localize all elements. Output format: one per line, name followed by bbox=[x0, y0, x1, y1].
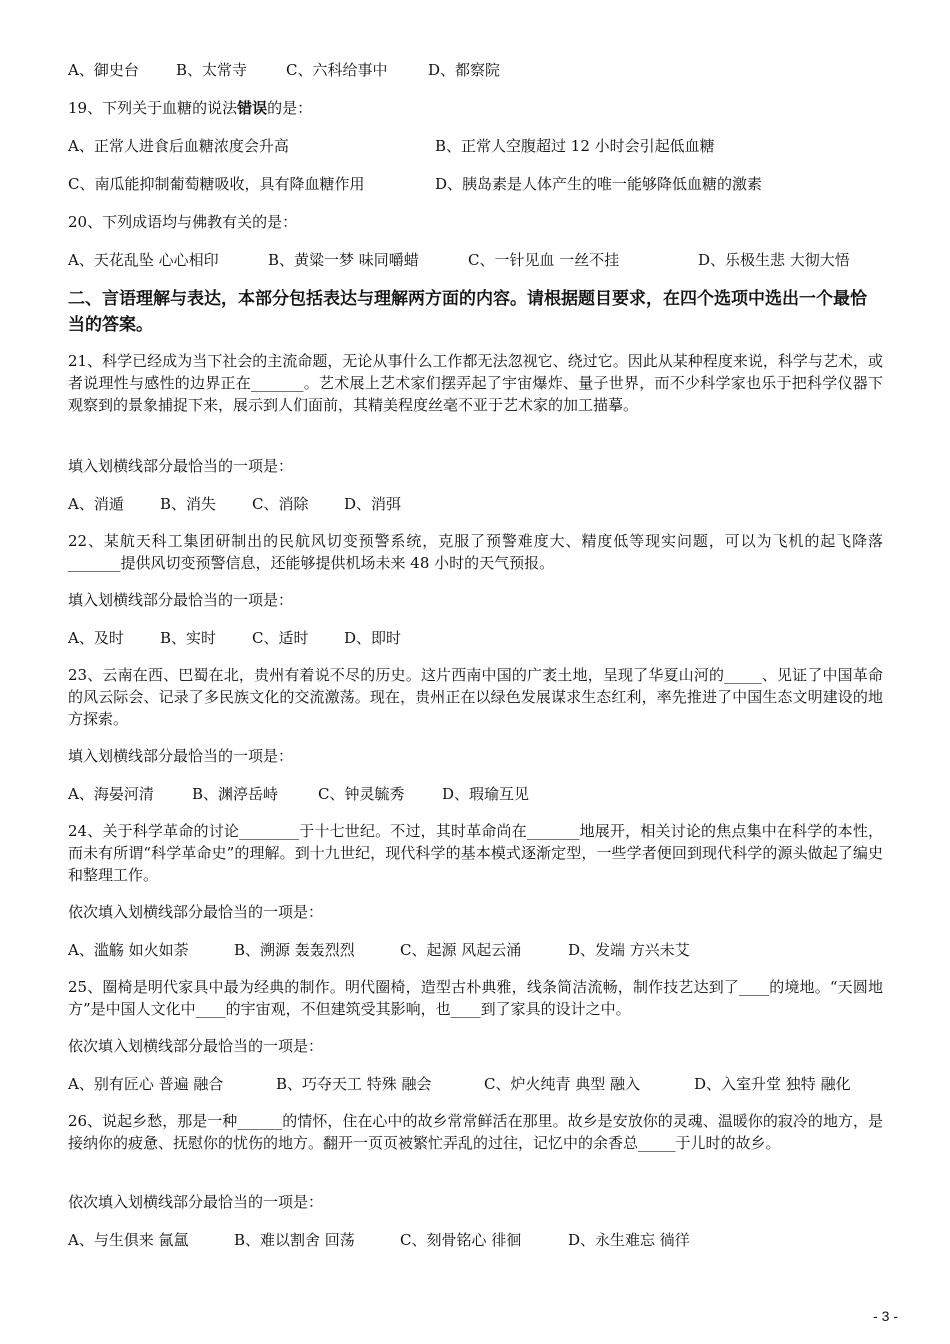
q20-option-c: C、一针见血 一丝不挂 bbox=[468, 251, 620, 269]
q23-option-c: C、钟灵毓秀 bbox=[318, 785, 405, 803]
q20-option-a: A、天花乱坠 心心相印 bbox=[68, 251, 219, 269]
q18-option-c: C、六科给事中 bbox=[286, 61, 388, 79]
q19-stem-keyword: 错误 bbox=[237, 99, 268, 117]
q20-stem: 20、下列成语均与佛教有关的是： bbox=[68, 213, 298, 231]
q20-option-d: D、乐极生悲 大彻大悟 bbox=[698, 251, 850, 269]
q18-option-b: B、太常寺 bbox=[176, 61, 248, 79]
q24-option-d: D、发端 方兴未艾 bbox=[568, 941, 690, 959]
q26-stem: 26、说起乡愁，那是一种______的情怀，住在心中的故乡常常鲜活在那里。故乡是安放你的灵魂、温暖你的寂冷的地方，是接纳你的疲惫、抚慰你的忧伤的地方。翻开一页页被繁忙弄乱的过往，记忆中的余香总_____于儿时的故乡。 bbox=[68, 1112, 883, 1152]
q26-prompt: 依次填入划横线部分最恰当的一项是： bbox=[68, 1193, 324, 1211]
q18-option-a: A、御史台 bbox=[68, 61, 139, 79]
q19-stem bbox=[68, 98, 888, 118]
q22-stem: 22、某航天科工集团研制出的民航风切变预警系统，克服了预警难度大、精度低等现实问题，可以为飞机的起飞降落_______提供风切变预警信息，还能够提供机场未来 48 小时的天气预报。 bbox=[68, 532, 883, 572]
q24-options bbox=[68, 940, 690, 960]
q22-option-a: A、及时 bbox=[68, 629, 124, 647]
q23-stem: 23、云南在西、巴蜀在北，贵州有着说不尽的历史。这片西南中国的广袤土地，呈现了华夏山河的_____、见证了中国革命的风云际会、记录了多民族文化的交流激荡。现在，贵州正在以绿色发展谋求生态红利，率先推进了中国生态文明建设的地方探索。 bbox=[68, 666, 883, 728]
section-2-heading: 二、言语理解与表达，本部分包括表达与理解两方面的内容。请根据题目要求，在四个选项中选出一个最恰当的答案。 bbox=[68, 289, 867, 335]
q21-option-a: A、消遁 bbox=[68, 495, 124, 513]
q19-option-b: B、正常人空腹超过 12 小时会引起低血糖 bbox=[435, 137, 715, 155]
q24-stem: 24、关于科学革命的讨论________于十七世纪。不过，其时革命尚在_______地展开，相关讨论的焦点集中在科学的本性，而未有所谓“科学革命史”的理解。到十九世纪，现代科学的基本模式逐渐定型，一些学者便回到现代科学的源头做起了编史和整理工作。 bbox=[68, 822, 883, 884]
q19-option-c: C、南瓜能抑制葡萄糖吸收，具有降血糖作用 bbox=[68, 175, 365, 193]
q23-options bbox=[68, 784, 529, 804]
q25-option-a: A、别有匠心 普遍 融合 bbox=[68, 1075, 224, 1093]
q23-option-b: B、渊渟岳峙 bbox=[192, 785, 279, 803]
q26-option-b: B、难以割舍 回荡 bbox=[234, 1231, 355, 1249]
q20-option-b: B、黄粱一梦 味同嚼蜡 bbox=[268, 251, 419, 269]
q18-option-d: D、都察院 bbox=[428, 61, 501, 79]
q24-option-a: A、滥觞 如火如荼 bbox=[68, 941, 189, 959]
q21-stem: 21、科学已经成为当下社会的主流命题，无论从事什么工作都无法忽视它、绕过它。因此从某种程度来说，科学与艺术，或者说理性与感性的边界正在_______。艺术展上艺术家们摆弄起了宇宙爆炸、量子世界，而不少科学家也乐于把科学仪器下观察到的景象捕捉下来，展示到人们面前，其精美程度丝毫不亚于艺术家的加工描摹。 bbox=[68, 352, 883, 414]
q26-option-a: A、与生俱来 氤氲 bbox=[68, 1231, 189, 1249]
q22-option-c: C、适时 bbox=[252, 629, 309, 647]
q24-prompt: 依次填入划横线部分最恰当的一项是： bbox=[68, 903, 324, 921]
q25-option-c: C、炉火纯青 典型 融入 bbox=[484, 1075, 641, 1093]
q19-option-d: D、胰岛素是人体产生的唯一能够降低血糖的激素 bbox=[435, 175, 763, 193]
q19-stem-text: 19、下列关于血糖的说法 bbox=[68, 99, 238, 117]
q21-options bbox=[68, 494, 401, 514]
q26-options bbox=[68, 1230, 690, 1250]
q25-option-d: D、入室升堂 独特 融化 bbox=[694, 1075, 851, 1093]
q22-prompt: 填入划横线部分最恰当的一项是： bbox=[68, 591, 294, 609]
q18-options bbox=[68, 60, 500, 80]
q21-option-d: D、消弭 bbox=[344, 495, 402, 513]
page-number: - 3 - bbox=[873, 1308, 898, 1324]
q25-stem: 25、圈椅是明代家具中最为经典的制作。明代圈椅，造型古朴典雅，线条简洁流畅，制作技艺达到了____的境地。“天圆地方”是中国人文化中____的宇宙观，不但建筑受其影响，也____到了家具的设计之中。 bbox=[68, 978, 883, 1018]
q21-prompt: 填入划横线部分最恰当的一项是： bbox=[68, 457, 294, 475]
q19-option-a: A、正常人进食后血糖浓度会升高 bbox=[68, 137, 289, 155]
q22-options bbox=[68, 628, 401, 648]
q25-options bbox=[68, 1074, 851, 1094]
q23-prompt: 填入划横线部分最恰当的一项是： bbox=[68, 747, 294, 765]
q26-option-c: C、刻骨铭心 徘徊 bbox=[400, 1231, 522, 1249]
q19-stem-tail: 的是： bbox=[267, 99, 313, 117]
q21-option-c: C、消除 bbox=[252, 495, 309, 513]
q23-option-a: A、海晏河清 bbox=[68, 785, 154, 803]
q24-option-c: C、起源 风起云涌 bbox=[400, 941, 522, 959]
q22-option-d: D、即时 bbox=[344, 629, 402, 647]
q25-prompt: 依次填入划横线部分最恰当的一项是： bbox=[68, 1037, 324, 1055]
q20-options bbox=[68, 250, 850, 270]
q21-option-b: B、消失 bbox=[160, 495, 217, 513]
q24-option-b: B、溯源 轰轰烈烈 bbox=[234, 941, 355, 959]
q26-option-d: D、永生难忘 徜徉 bbox=[568, 1231, 690, 1249]
q25-option-b: B、巧夺天工 特殊 融会 bbox=[276, 1075, 432, 1093]
q22-option-b: B、实时 bbox=[160, 629, 217, 647]
q23-option-d: D、瑕瑜互见 bbox=[442, 785, 530, 803]
